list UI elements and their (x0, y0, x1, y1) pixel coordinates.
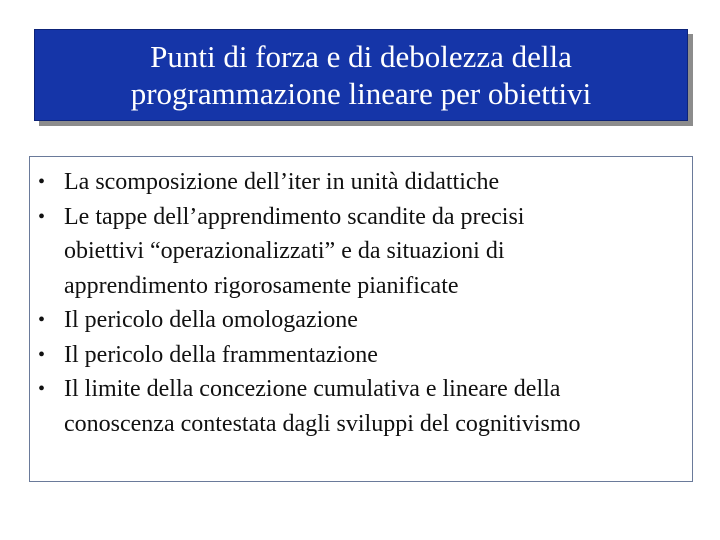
bullet-text: Il limite della concezione cumulativa e lineare della (64, 376, 561, 402)
bullet-text: Il pericolo della omologazione (64, 307, 358, 333)
bullet-icon: • (38, 309, 46, 331)
bullet-icon: • (38, 171, 46, 193)
content-box (29, 156, 693, 482)
bullet-list (30, 157, 692, 441)
bullet-text: obiettivi “operazionalizzati” e da situazioni di (64, 238, 505, 264)
bullet-item (30, 303, 692, 338)
bullet-text: Il pericolo della frammentazione (64, 341, 378, 368)
bullet-icon: • (38, 205, 46, 228)
bullet-item (30, 372, 692, 441)
bullet-text: conoscenza contestata dagli sviluppi del cognitivismo (64, 410, 581, 437)
title-box (34, 29, 688, 121)
bullet-text: La scomposizione dell’iter in unità didattiche (64, 169, 500, 195)
bullet-item (30, 165, 692, 200)
bullet-icon: • (38, 343, 46, 366)
slide-title-line-1: Punti di forza e di debolezza della (150, 39, 572, 74)
slide-title-line-2: programmazione lineare per obiettivi (130, 76, 592, 111)
bullet-icon: • (38, 378, 46, 400)
bullet-item (30, 338, 692, 373)
bullet-text: Le tappe dell’apprendimento scandite da precisi (64, 203, 525, 230)
bullet-item (30, 200, 692, 304)
bullet-text: apprendimento rigorosamente pianificate (64, 272, 459, 299)
